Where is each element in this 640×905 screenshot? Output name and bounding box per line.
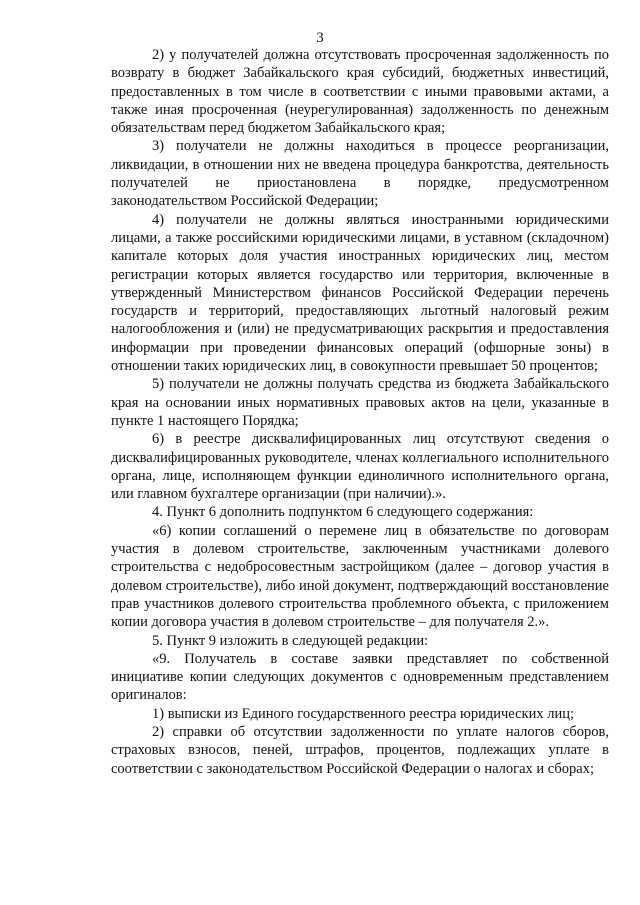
- paragraph-item-3: 3) получатели не должны находиться в процессе реорганизации, ликвидации, в отношении них не введена процедура банкротства, деятельность получателей не приостановлена в порядке, предусмотренном законодательством Российской Федерации;: [111, 138, 609, 210]
- paragraph-item-6: 6) в реестре дисквалифицированных лиц отсутствуют сведения о дисквалифицированных руководителе, членах коллегиального исполнительного органа, лице, исполняющем функции единоличного исполнительного органа, или главном бухгалтере организации (при наличии).».: [111, 431, 609, 503]
- document-body: [111, 46, 609, 778]
- paragraph-item-9-2: 2) справки об отсутствии задолженности по уплате налогов сборов, страховых взносов, пеней, штрафов, процентов, подлежащих уплате в соответствии с законодательством Российской Федерации о налогах и сборах;: [111, 723, 609, 777]
- paragraph-item-4: 4) получатели не должны являться иностранными юридическими лицами, а также российскими юридическими лицами, в уставном (складочном) капитале которых доля участия иностранных юридических лиц, местом регистрации которых является государство или территория, включенные в утвержденный Министерством финансов Российской Федерации перечень государств и территорий, предоставляющих льготный налоговый режим налогообложения и (или) не предусматривающих раскрытия и предоставления информации при проведении финансовых операций (офшорные зоны) в отношении таких юридических лиц, в совокупности превышает 50 процентов;: [111, 211, 609, 375]
- paragraph-subitem-6-text: «6) копии соглашений о перемене лиц в обязательстве по договорам участия в долевом строительстве, заключенным участниками долевого строительства с недобросовестным застройщиком (далее – договор участия в долевом строительстве), либо иной документ, подтверждающий восстановление прав участников долевого строительства проблемного объекта, с приложением копии договора участия в долевом строительстве – для получателя 2.».: [111, 522, 609, 631]
- paragraph-item-9-1: 1) выписки из Единого государственного реестра юридических лиц;: [152, 705, 575, 722]
- paragraph-item-5: 5) получатели не должны получать средства из бюджета Забайкальского края на основании иных нормативных правовых актов на цели, указанные в пункте 1 настоящего Порядка;: [111, 376, 609, 429]
- page-number: 3: [316, 30, 324, 46]
- paragraph-item-9-intro: «9. Получатель в составе заявки представляет по собственной инициативе копии следующих документов с одновременным представлением оригиналов:: [111, 650, 609, 704]
- paragraph-item-2: 2) у получателей должна отсутствовать просроченная задолженность по возврату в бюджет Забайкальского края субсидий, бюджетных инвестиций, предоставленных в том числе в соответствии с иными правовыми актами, а также иная просроченная (неурегулированная) задолженность по денежным обязательствам перед бюджетом Забайкальского края;: [111, 47, 609, 137]
- paragraph-clause-5: 5. Пункт 9 изложить в следующей редакции:: [152, 632, 429, 649]
- paragraph-clause-4: 4. Пункт 6 дополнить подпунктом 6 следующего содержания:: [152, 504, 534, 521]
